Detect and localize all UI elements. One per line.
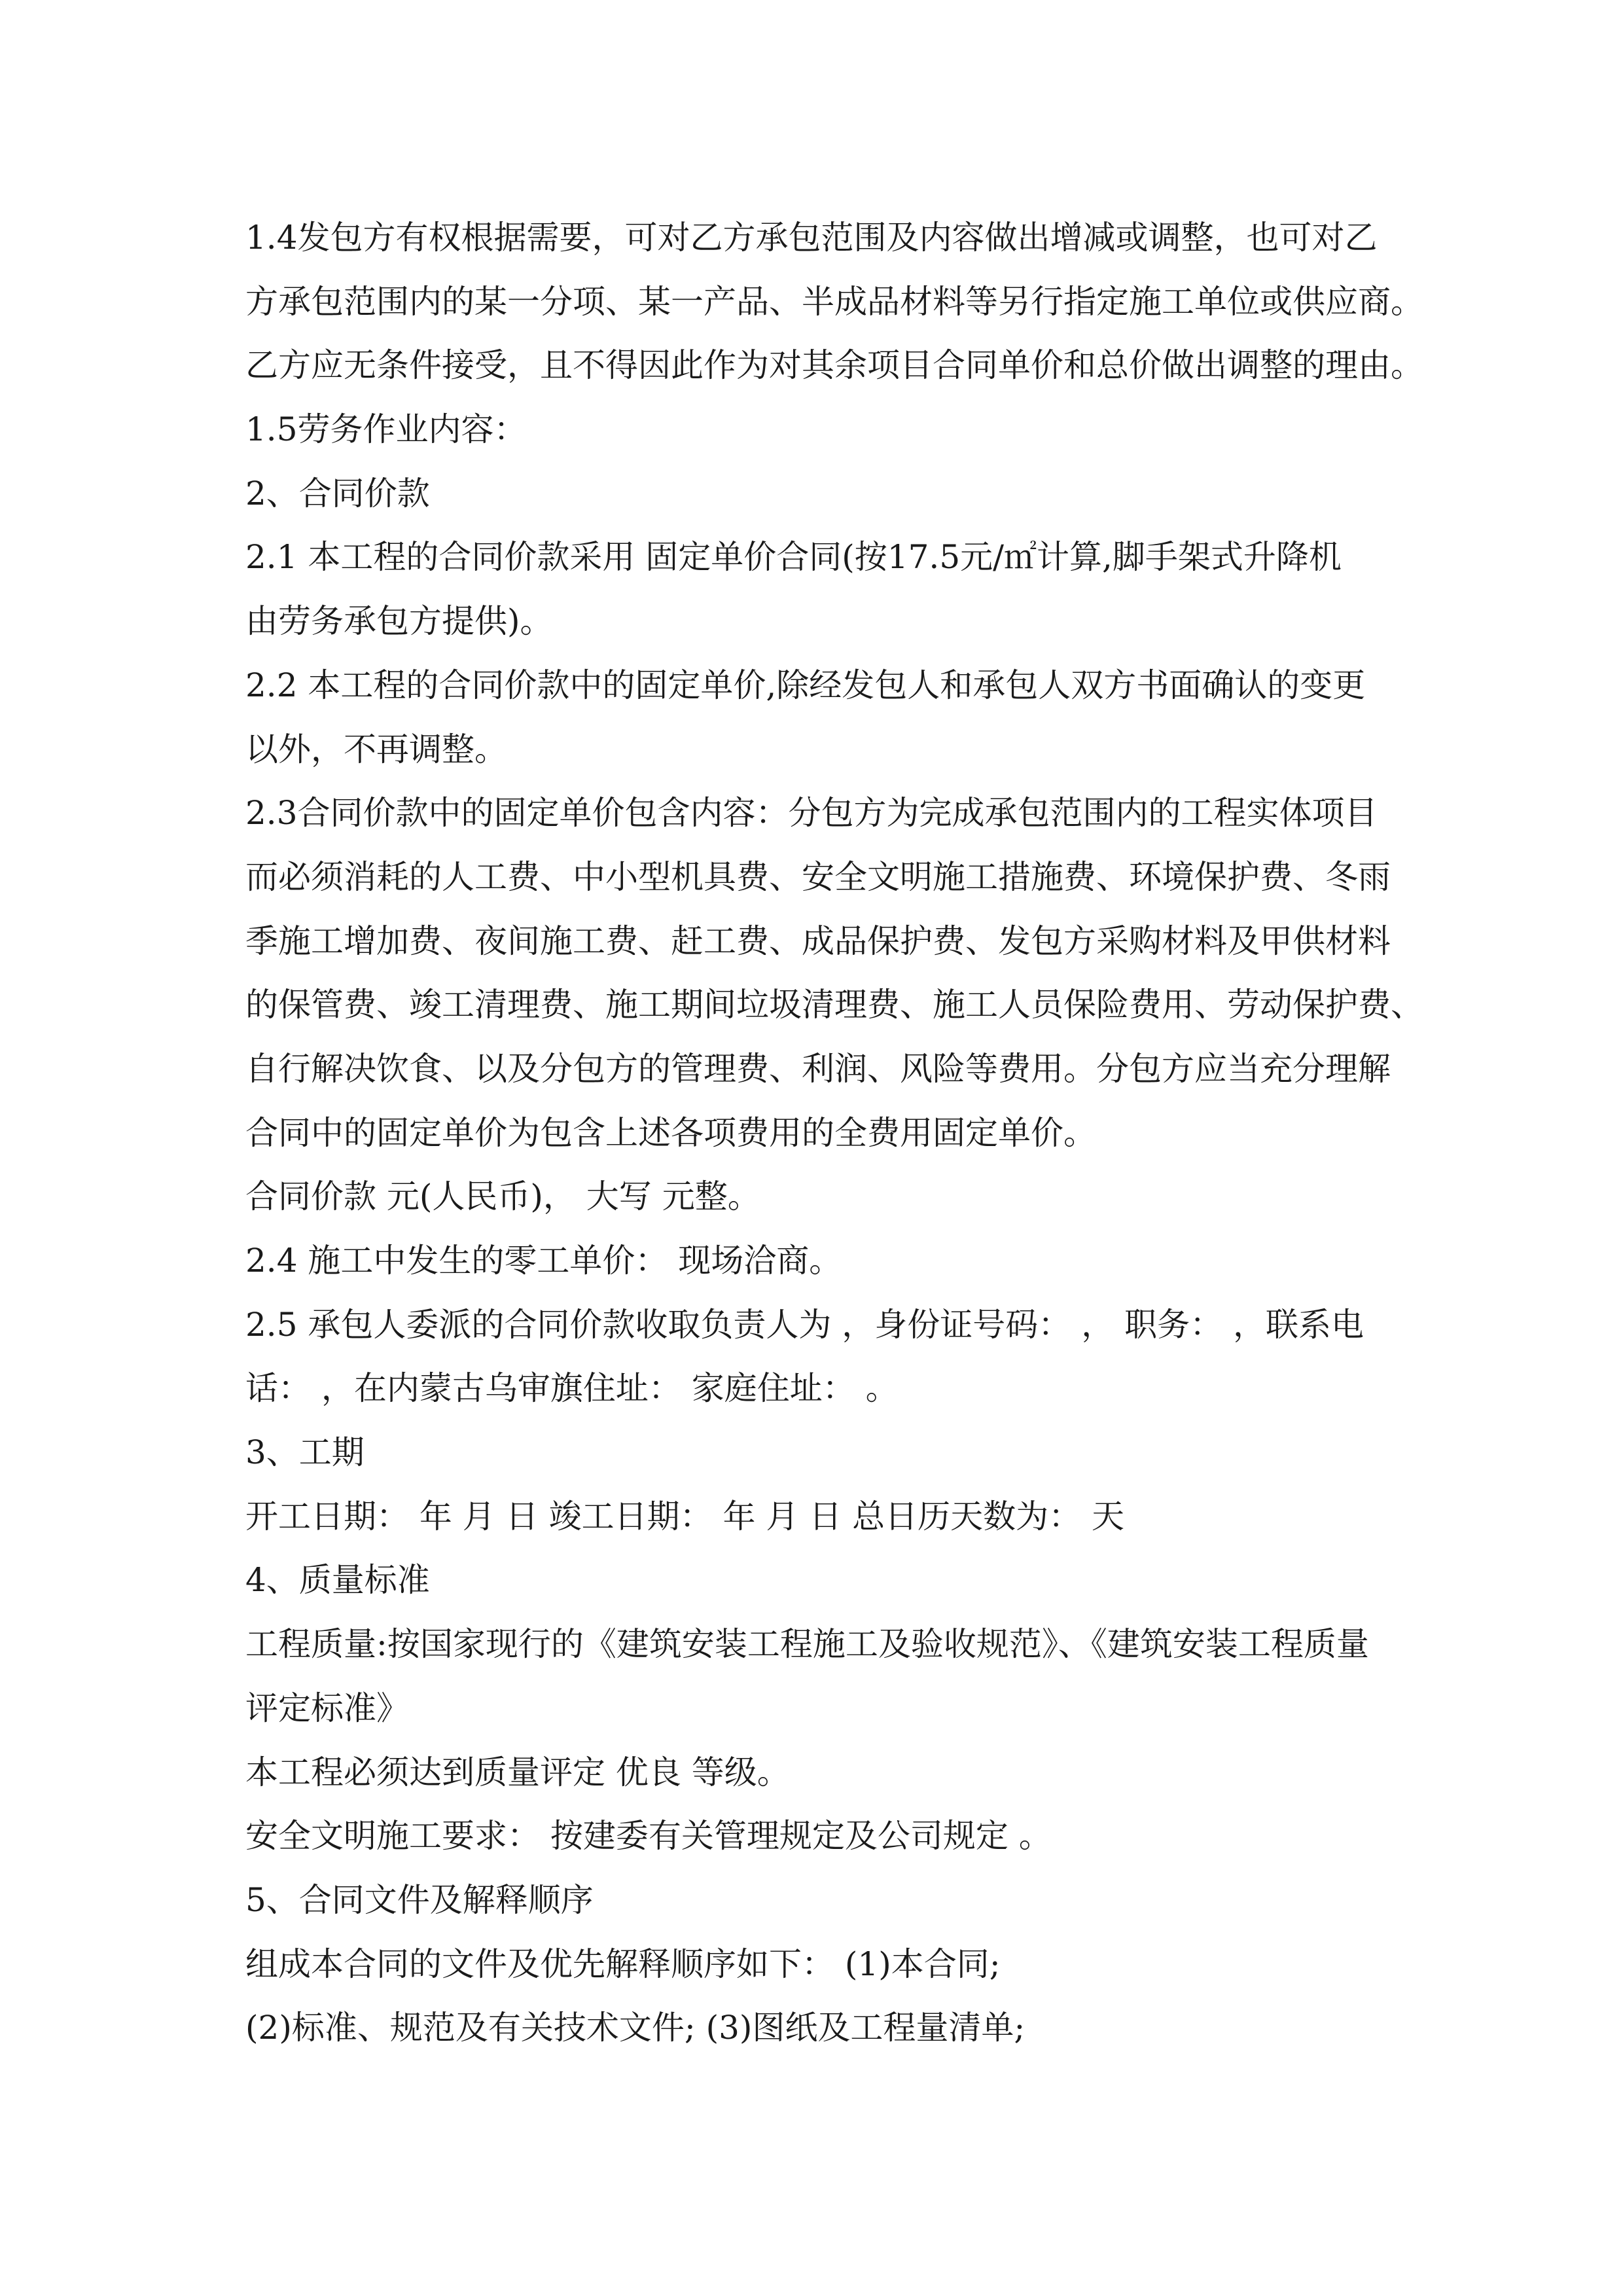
clause-1-4-line-3: 乙方应无条件接受，且不得因此作为对其余项目合同单价和总价做出调整的理由。 [245, 346, 1423, 385]
safety-requirement-line: 安全文明施工要求： 按建委有关管理规定及公司规定 。 [245, 1817, 1052, 1856]
contract-price-line: 合同价款 元(人民币)， 大写 元整。 [245, 1177, 760, 1216]
clause-1-5: 1.5劳务作业内容： [245, 410, 527, 449]
section-5-heading: 5、合同文件及解释顺序 [245, 1880, 594, 1919]
clause-2-3-line-4: 的保管费、竣工清理费、施工期间垃圾清理费、施工人员保险费用、劳动保护费、 [245, 986, 1423, 1024]
documents-order-line-2: (2)标准、规范及有关技术文件; (3)图纸及工程量清单; [245, 2009, 1026, 2047]
section-4-heading: 4、质量标准 [245, 1561, 430, 1600]
clause-2-3-line-2: 而必须消耗的人工费、中小型机具费、安全文明施工措施费、环境保护费、冬雨 [245, 857, 1391, 896]
clause-2-3-line-5: 自行解决饮食、以及分包方的管理费、利润、风险等费用。分包方应当充分理解 [245, 1049, 1391, 1088]
clause-1-4-line-2: 方承包范围内的某一分项、某一产品、半成品材料等另行指定施工单位或供应商。 [245, 282, 1423, 321]
clause-2-2-line-1: 2.2 本工程的合同价款中的固定单价,除经发包人和承包人双方书面确认的变更 [245, 666, 1366, 704]
quality-grade-line: 本工程必须达到质量评定 优良 等级。 [245, 1753, 790, 1791]
clause-2-5-line-2: 话： ，在内蒙古乌审旗住址： 家庭住址： 。 [245, 1369, 899, 1408]
section-3-heading: 3、工期 [245, 1433, 365, 1472]
documents-order-line-1: 组成本合同的文件及优先解释顺序如下： (1)本合同; [245, 1945, 1001, 1983]
quality-line-2: 评定标准》 [245, 1689, 409, 1727]
schedule-dates-line: 开工日期： 年 月 日 竣工日期： 年 月 日 总日历天数为： 天 [245, 1497, 1125, 1535]
clause-2-3-line-1: 2.3合同价款中的固定单价包含内容：分包方为完成承包范围内的工程实体项目 [245, 794, 1378, 833]
clause-2-3-line-6: 合同中的固定单价为包含上述各项费用的全费用固定单价。 [245, 1113, 1096, 1152]
clause-2-1-line-1: 2.1 本工程的合同价款采用 固定单价合同(按17.5元/㎡计算,脚手架式升降机 [245, 538, 1342, 577]
clause-1-4-line-1: 1.4发包方有权根据需要，可对乙方承包范围及内容做出增减或调整，也可对乙 [245, 219, 1378, 257]
quality-line-1: 工程质量:按国家现行的《建筑安装工程施工及验收规范》、《建筑安装工程质量 [245, 1625, 1369, 1664]
clause-2-2-line-2: 以外，不再调整。 [245, 730, 507, 768]
clause-2-5-line-1: 2.5 承包人委派的合同价款收取负责人为 ，身份证号码： ， 职务： ，联系电 [245, 1305, 1364, 1344]
clause-2-1-line-2: 由劳务承包方提供)。 [245, 602, 553, 641]
clause-2-3-line-3: 季施工增加费、夜间施工费、赶工费、成品保护费、发包方采购材料及甲供材料 [245, 922, 1391, 960]
document-body [245, 206, 1423, 2060]
clause-2-4: 2.4 施工中发生的零工单价： 现场洽商。 [245, 1242, 842, 1280]
section-2-heading: 2、合同价款 [245, 474, 430, 512]
